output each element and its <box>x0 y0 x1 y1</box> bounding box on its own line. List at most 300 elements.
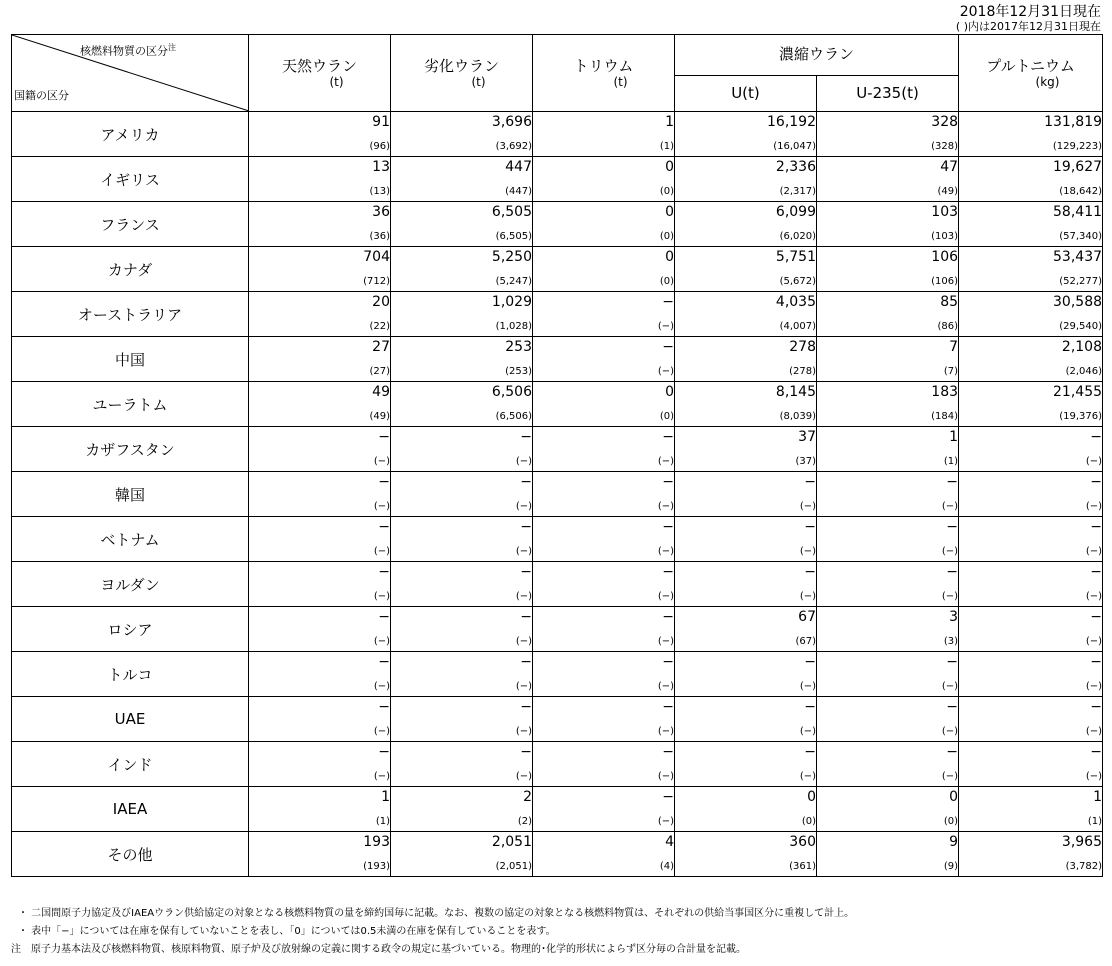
current-value: − <box>662 339 674 355</box>
value-cell <box>249 562 391 607</box>
country-name: ヨルダン <box>12 562 249 607</box>
current-value: 5,250 <box>491 249 532 265</box>
current-value: 7 <box>949 339 959 355</box>
current-value: − <box>662 474 674 490</box>
current-value: 16,192 <box>767 114 816 130</box>
previous-year-value: (3,692) <box>495 141 532 152</box>
current-value: 103 <box>931 204 959 220</box>
previous-year-value: (49) <box>937 186 959 197</box>
table-row <box>12 112 1103 157</box>
current-value: 85 <box>940 294 959 310</box>
table-row <box>12 382 1103 427</box>
previous-year-value: (−) <box>373 501 390 512</box>
notes-section <box>11 905 854 959</box>
col-header-thorium: トリウム (t) <box>533 35 675 112</box>
value-cell <box>391 607 533 652</box>
current-value: 67 <box>798 609 816 625</box>
current-value: 0 <box>665 204 674 220</box>
current-value: − <box>946 699 959 715</box>
country-name: その他 <box>12 832 249 877</box>
previous-year-value: (328) <box>931 141 959 152</box>
previous-year-value: (8,039) <box>779 411 816 422</box>
current-value: 253 <box>505 339 532 355</box>
current-value: − <box>520 699 532 715</box>
previous-year-value: (1) <box>659 141 674 152</box>
table-row <box>12 652 1103 697</box>
current-value: − <box>1090 564 1103 580</box>
previous-year-value: (−) <box>657 321 674 332</box>
value-cell <box>675 202 817 247</box>
previous-year-value: (184) <box>931 411 959 422</box>
previous-year-value: (57,340) <box>1059 231 1103 242</box>
value-cell <box>959 652 1103 697</box>
country-name: ロシア <box>12 607 249 652</box>
current-value: 53,437 <box>1053 249 1103 265</box>
current-value: − <box>1090 474 1103 490</box>
previous-year-value: (−) <box>799 501 816 512</box>
value-cell <box>249 787 391 832</box>
current-value: 183 <box>931 384 959 400</box>
value-cell <box>249 697 391 742</box>
country-name: オーストラリア <box>12 292 249 337</box>
previous-year-value: (−) <box>657 501 674 512</box>
value-cell <box>249 742 391 787</box>
previous-year-value: (−) <box>515 546 532 557</box>
note-bullet-1: ・ 二国間原子力協定及びIAEAウラン供給協定の対象となる核燃料物質の量を締約国毎に記載。なお、複数の協定の対象となる核燃料物質は、それぞれの供給当事国区分に重複して計上。 <box>18 908 855 919</box>
current-value: 0 <box>665 384 674 400</box>
value-cell <box>533 562 675 607</box>
previous-year-value: (−) <box>515 501 532 512</box>
value-cell <box>959 292 1103 337</box>
previous-year-value: (52,277) <box>1059 276 1103 287</box>
previous-year-value: (−) <box>515 456 532 467</box>
value-cell <box>249 607 391 652</box>
current-value: 0 <box>949 789 959 805</box>
current-value: − <box>520 429 532 445</box>
previous-year-value: (−) <box>1085 636 1103 647</box>
value-cell <box>391 787 533 832</box>
previous-year-value: (193) <box>363 861 390 872</box>
value-cell <box>675 427 817 472</box>
current-value: 193 <box>363 834 390 850</box>
current-value: − <box>662 744 674 760</box>
current-value: 328 <box>931 114 959 130</box>
table-row <box>12 742 1103 787</box>
previous-year-value: (0) <box>659 231 674 242</box>
current-value: − <box>804 474 816 490</box>
col-header-enriched-u: U(t) <box>675 75 817 111</box>
current-value: − <box>662 429 674 445</box>
value-cell <box>391 112 533 157</box>
current-value: 6,505 <box>491 204 532 220</box>
value-cell <box>959 427 1103 472</box>
previous-year-value: (−) <box>1085 681 1103 692</box>
previous-year-value: (−) <box>657 546 674 557</box>
country-name: ベトナム <box>12 517 249 562</box>
current-value: − <box>662 609 674 625</box>
value-cell <box>959 607 1103 652</box>
previous-year-value: (5,672) <box>779 276 816 287</box>
value-cell <box>817 112 959 157</box>
value-cell <box>391 427 533 472</box>
current-value: − <box>520 744 532 760</box>
value-cell <box>675 697 817 742</box>
value-cell <box>959 517 1103 562</box>
value-cell <box>675 157 817 202</box>
previous-year-value: (106) <box>931 276 959 287</box>
previous-year-value: (1,028) <box>495 321 532 332</box>
col-header-plutonium: プルトニウム (kg) <box>959 35 1103 112</box>
value-cell <box>675 337 817 382</box>
value-cell <box>959 247 1103 292</box>
nationality-category-label: 国籍の区分 <box>14 89 69 102</box>
previous-year-value: (0) <box>659 411 674 422</box>
previous-year-value: (−) <box>373 591 390 602</box>
value-cell <box>675 247 817 292</box>
value-cell <box>533 292 675 337</box>
previous-year-value: (−) <box>373 726 390 737</box>
previous-year-value: (1) <box>375 816 390 827</box>
current-value: 6,506 <box>491 384 532 400</box>
value-cell <box>675 742 817 787</box>
current-value: 2,336 <box>775 159 816 175</box>
previous-year-value: (−) <box>657 366 674 377</box>
current-value: 704 <box>363 249 390 265</box>
current-value: 360 <box>789 834 816 850</box>
previous-year-value: (0) <box>943 816 959 827</box>
value-cell <box>675 652 817 697</box>
value-cell <box>391 337 533 382</box>
previous-year-value: (−) <box>373 771 390 782</box>
table-row <box>12 517 1103 562</box>
table-row <box>12 562 1103 607</box>
country-name: UAE <box>12 697 249 742</box>
current-value: − <box>520 609 532 625</box>
value-cell <box>817 202 959 247</box>
current-value: 447 <box>505 159 532 175</box>
material-category-label: 核燃料物質の区分$^注$ <box>80 43 176 58</box>
value-cell <box>249 247 391 292</box>
country-name: 韓国 <box>12 472 249 517</box>
value-cell <box>249 517 391 562</box>
previous-year-value: (0) <box>659 276 674 287</box>
value-cell <box>675 517 817 562</box>
table-row <box>12 607 1103 652</box>
current-value: − <box>946 564 959 580</box>
value-cell <box>391 652 533 697</box>
previous-year-value: (−) <box>1085 591 1103 602</box>
table-body <box>12 112 1103 877</box>
value-cell <box>533 247 675 292</box>
value-cell <box>817 157 959 202</box>
date-header <box>956 4 1101 33</box>
previous-year-value: (−) <box>799 726 816 737</box>
value-cell <box>817 697 959 742</box>
current-value: 49 <box>372 384 390 400</box>
parenthetical-note: ( )内は2017年12月31日現在 <box>955 20 1101 33</box>
value-cell <box>533 427 675 472</box>
previous-year-value: (29,540) <box>1059 321 1103 332</box>
current-value: 5,751 <box>775 249 816 265</box>
value-cell <box>533 382 675 427</box>
current-value: − <box>1090 429 1103 445</box>
previous-year-value: (37) <box>795 456 816 467</box>
previous-year-value: (−) <box>1085 771 1103 782</box>
previous-year-value: (0) <box>801 816 816 827</box>
previous-year-value: (16,047) <box>773 141 816 152</box>
previous-year-value: (36) <box>369 231 390 242</box>
previous-year-value: (19,376) <box>1059 411 1103 422</box>
current-value: 1 <box>665 114 674 130</box>
current-value: 47 <box>940 159 959 175</box>
current-value: 4,035 <box>775 294 816 310</box>
current-value: 1 <box>381 789 390 805</box>
value-cell <box>959 472 1103 517</box>
country-name: IAEA <box>12 787 249 832</box>
value-cell <box>249 337 391 382</box>
previous-year-value: (−) <box>799 771 816 782</box>
value-cell <box>391 382 533 427</box>
value-cell <box>533 787 675 832</box>
value-cell <box>817 382 959 427</box>
value-cell <box>675 787 817 832</box>
previous-year-value: (−) <box>657 726 674 737</box>
value-cell <box>959 202 1103 247</box>
value-cell <box>249 112 391 157</box>
previous-year-value: (712) <box>363 276 390 287</box>
current-value: − <box>946 744 959 760</box>
current-value: − <box>804 699 816 715</box>
note-bullet-2: ・ 表中「−」については在庫を保有していないことを表し、「0」については0.5未満の在庫を保有していることを表す。 <box>18 926 556 937</box>
previous-year-value: (4) <box>659 861 674 872</box>
col-header-enriched-uranium: 濃縮ウラン <box>675 35 959 76</box>
current-value: − <box>804 519 816 535</box>
current-value: 1,029 <box>491 294 532 310</box>
previous-year-value: (−) <box>657 636 674 647</box>
col-header-enriched-u235: U-235(t) <box>817 75 959 111</box>
current-value: 131,819 <box>1044 114 1103 130</box>
previous-year-value: (49) <box>369 411 390 422</box>
current-value: − <box>1090 609 1103 625</box>
table-row <box>12 472 1103 517</box>
nuclear-material-table <box>11 34 1103 877</box>
previous-year-value: (−) <box>515 726 532 737</box>
previous-year-value: (2) <box>517 816 532 827</box>
country-name: 中国 <box>12 337 249 382</box>
current-value: − <box>804 654 816 670</box>
previous-year-value: (361) <box>789 861 816 872</box>
value-cell <box>249 652 391 697</box>
previous-year-value: (−) <box>941 501 959 512</box>
value-cell <box>391 202 533 247</box>
previous-year-value: (−) <box>1085 546 1103 557</box>
current-value: 9 <box>949 834 959 850</box>
value-cell <box>675 562 817 607</box>
value-cell <box>675 112 817 157</box>
previous-year-value: (−) <box>657 591 674 602</box>
current-value: − <box>946 474 959 490</box>
value-cell <box>533 157 675 202</box>
current-value: 13 <box>372 159 390 175</box>
current-value: − <box>378 609 390 625</box>
previous-year-value: (−) <box>799 591 816 602</box>
value-cell <box>675 832 817 877</box>
value-cell <box>817 787 959 832</box>
previous-year-value: (2,051) <box>495 861 532 872</box>
current-value: − <box>804 744 816 760</box>
previous-year-value: (5,247) <box>495 276 532 287</box>
current-value: − <box>662 519 674 535</box>
previous-year-value: (9) <box>943 861 959 872</box>
previous-year-value: (−) <box>1085 456 1103 467</box>
previous-year-value: (−) <box>1085 501 1103 512</box>
previous-year-value: (−) <box>515 681 532 692</box>
value-cell <box>391 697 533 742</box>
current-value: 3 <box>949 609 959 625</box>
current-value: 2,051 <box>491 834 532 850</box>
table-row <box>12 202 1103 247</box>
current-value: − <box>1090 699 1103 715</box>
previous-year-value: (3) <box>943 636 959 647</box>
value-cell <box>391 472 533 517</box>
value-cell <box>817 292 959 337</box>
current-value: − <box>946 654 959 670</box>
current-value: 6,099 <box>775 204 816 220</box>
current-value: 2,108 <box>1061 339 1103 355</box>
previous-year-value: (−) <box>657 771 674 782</box>
current-value: 0 <box>807 789 816 805</box>
value-cell <box>533 832 675 877</box>
value-cell <box>959 787 1103 832</box>
previous-year-value: (−) <box>941 591 959 602</box>
col-header-depleted-uranium: 劣化ウラン (t) <box>391 35 533 112</box>
value-cell <box>391 517 533 562</box>
value-cell <box>533 202 675 247</box>
current-value: 27 <box>372 339 390 355</box>
current-value: − <box>662 654 674 670</box>
current-value: 20 <box>372 294 390 310</box>
previous-year-value: (278) <box>789 366 816 377</box>
previous-year-value: (129,223) <box>1052 141 1103 152</box>
previous-year-value: (253) <box>505 366 532 377</box>
value-cell <box>391 292 533 337</box>
previous-year-value: (6,020) <box>779 231 816 242</box>
current-value: 3,965 <box>1061 834 1103 850</box>
previous-year-value: (447) <box>505 186 532 197</box>
current-value: 1 <box>1093 789 1103 805</box>
value-cell <box>249 202 391 247</box>
current-value: − <box>662 294 674 310</box>
current-value: − <box>1090 654 1103 670</box>
previous-year-value: (−) <box>515 591 532 602</box>
previous-year-value: (−) <box>373 456 390 467</box>
value-cell <box>817 562 959 607</box>
current-value: 106 <box>931 249 959 265</box>
country-name: アメリカ <box>12 112 249 157</box>
current-value: 4 <box>665 834 674 850</box>
current-value: 1 <box>949 429 959 445</box>
current-value: 30,588 <box>1053 294 1103 310</box>
previous-year-value: (−) <box>1085 726 1103 737</box>
table-row <box>12 427 1103 472</box>
previous-year-value: (−) <box>941 681 959 692</box>
value-cell <box>249 292 391 337</box>
value-cell <box>959 832 1103 877</box>
current-value: − <box>520 474 532 490</box>
previous-year-value: (−) <box>373 636 390 647</box>
previous-year-value: (−) <box>799 546 816 557</box>
value-cell <box>959 562 1103 607</box>
country-name: ユーラトム <box>12 382 249 427</box>
as-of-date: 2018年12月31日現在 <box>959 4 1101 20</box>
value-cell <box>959 697 1103 742</box>
value-cell <box>817 427 959 472</box>
previous-year-value: (4,007) <box>779 321 816 332</box>
value-cell <box>533 337 675 382</box>
previous-year-value: (−) <box>373 546 390 557</box>
current-value: 19,627 <box>1053 159 1103 175</box>
previous-year-value: (−) <box>941 726 959 737</box>
value-cell <box>533 607 675 652</box>
value-cell <box>817 247 959 292</box>
value-cell <box>817 517 959 562</box>
current-value: − <box>662 564 674 580</box>
current-value: 0 <box>665 159 674 175</box>
value-cell <box>249 832 391 877</box>
current-value: 278 <box>789 339 816 355</box>
value-cell <box>817 607 959 652</box>
value-cell <box>675 292 817 337</box>
previous-year-value: (22) <box>369 321 390 332</box>
current-value: 37 <box>798 429 816 445</box>
value-cell <box>675 472 817 517</box>
previous-year-value: (−) <box>657 456 674 467</box>
country-name: フランス <box>12 202 249 247</box>
current-value: 2 <box>523 789 532 805</box>
previous-year-value: (6,506) <box>495 411 532 422</box>
previous-year-value: (3,782) <box>1065 861 1103 872</box>
value-cell <box>959 382 1103 427</box>
previous-year-value: (−) <box>657 816 674 827</box>
value-cell <box>959 742 1103 787</box>
previous-year-value: (1) <box>943 456 959 467</box>
current-value: 91 <box>372 114 390 130</box>
value-cell <box>391 742 533 787</box>
country-name: イギリス <box>12 157 249 202</box>
col-header-natural-uranium: 天然ウラン (t) <box>249 35 391 112</box>
table-row <box>12 157 1103 202</box>
value-cell <box>391 157 533 202</box>
current-value: − <box>378 429 390 445</box>
value-cell <box>533 697 675 742</box>
value-cell <box>959 157 1103 202</box>
current-value: − <box>378 519 390 535</box>
table-row <box>12 787 1103 832</box>
corner-header-cell <box>12 35 249 112</box>
previous-year-value: (2,317) <box>779 186 816 197</box>
value-cell <box>391 832 533 877</box>
previous-year-value: (−) <box>373 681 390 692</box>
current-value: 3,696 <box>491 114 532 130</box>
table-row <box>12 247 1103 292</box>
previous-year-value: (67) <box>795 636 816 647</box>
value-cell <box>249 382 391 427</box>
previous-year-value: (−) <box>941 771 959 782</box>
value-cell <box>533 112 675 157</box>
previous-year-value: (13) <box>369 186 390 197</box>
value-cell <box>249 472 391 517</box>
previous-year-value: (27) <box>369 366 390 377</box>
